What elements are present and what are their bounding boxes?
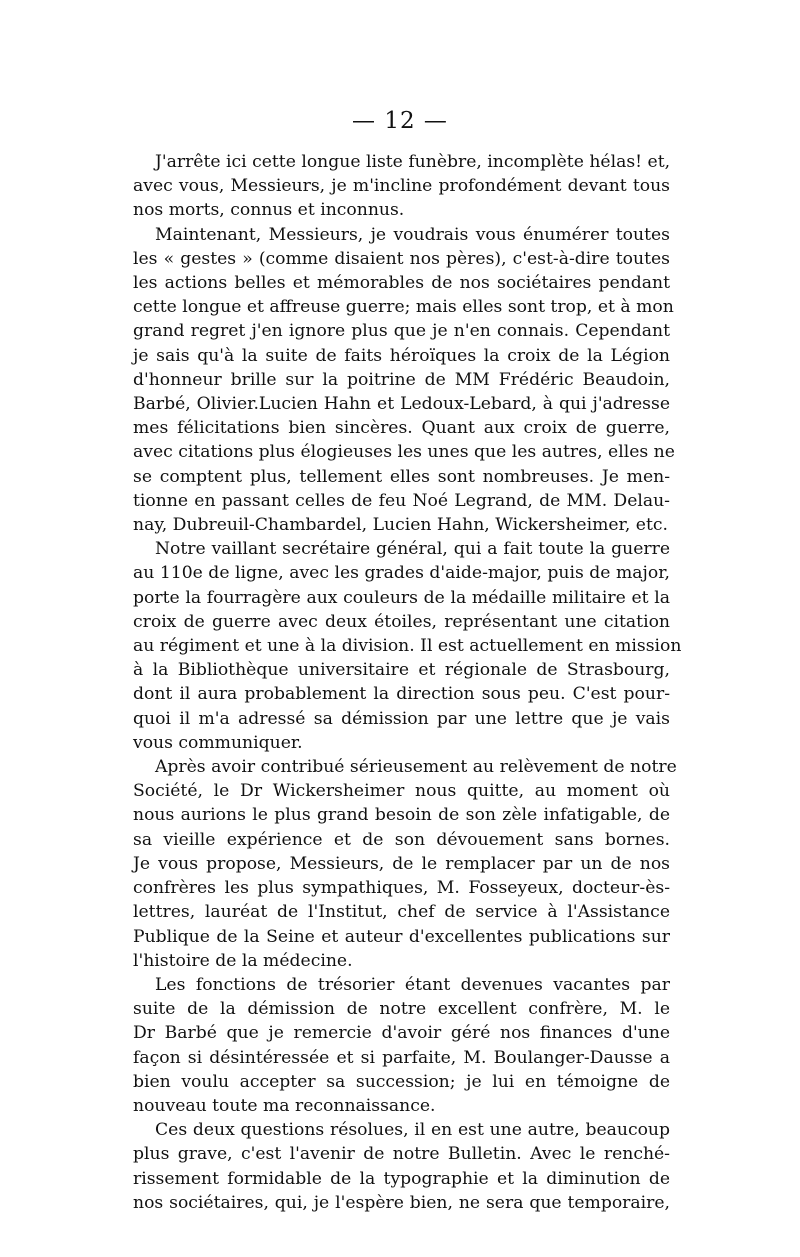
- paragraph: [133, 537, 682, 755]
- text-line: cette longue et affreuse guerre; mais elles sont trop, et à mon: [133, 297, 674, 318]
- text-line: sa vieille expérience et de son dévouement sans bornes.: [133, 829, 670, 850]
- text-line: Maintenant, Messieurs, je voudrais vous énumérer toutes: [155, 224, 670, 245]
- text-line: tionne en passant celles de feu Noé Legrand, de MM. Delau-: [133, 490, 670, 511]
- text-line: nous aurions le plus grand besoin de son zèle infatigable, de: [133, 805, 670, 826]
- text-line: Publique de la Seine et auteur d'excellentes publications sur: [133, 926, 670, 947]
- text-line: Dr Barbé que je remercie d'avoir géré nos finances d'une: [133, 1023, 670, 1044]
- text-line: Barbé, Olivier.Lucien Hahn et Ledoux-Lebard, à qui j'adresse: [133, 394, 670, 415]
- text-line: au 110e de ligne, avec les grades d'aide-major, puis de major,: [133, 563, 670, 584]
- text-line: Ces deux questions résolues, il en est une autre, beaucoup: [155, 1120, 670, 1141]
- text-line: quoi il m'a adressé sa démission par une lettre que je vais: [133, 708, 670, 729]
- text-line: l'histoire de la médecine.: [133, 950, 353, 971]
- text-line: Notre vaillant secrétaire général, qui a fait toute la guerre: [155, 539, 670, 560]
- text-line: d'honneur brille sur la poitrine de MM Frédéric Beaudoin,: [133, 369, 670, 390]
- text-line: nos morts, connus et inconnus.: [133, 200, 405, 221]
- text-line: J'arrête ici cette longue liste funèbre, incomplète hélas! et,: [155, 152, 671, 172]
- paragraph: [133, 1118, 670, 1215]
- text-line: croix de guerre avec deux étoiles, représentant une citation: [133, 611, 670, 632]
- text-line: Après avoir contribué sérieusement au relèvement de notre: [155, 757, 677, 778]
- text-line: avec vous, Messieurs, je m'incline profondément devant tous: [133, 176, 670, 197]
- text-line: les « gestes » (comme disaient nos pères), c'est-à-dire toutes: [133, 248, 670, 269]
- text-line: plus grave, c'est l'avenir de notre Bulletin. Avec le renché-: [133, 1144, 670, 1165]
- text-line: grand regret j'en ignore plus que je n'en connais. Cependant: [133, 321, 670, 342]
- text-line: mes félicitations bien sincères. Quant aux croix de guerre,: [133, 418, 670, 439]
- text-line: se comptent plus, tellement elles sont nombreuses. Je men-: [133, 466, 670, 487]
- text-line: porte la fourragère aux couleurs de la médaille militaire et la: [133, 587, 670, 608]
- text-line: dont il aura probablement la direction sous peu. C'est pour-: [133, 684, 670, 705]
- text-line: façon si désintéressée et si parfaite, M. Boulanger-Dausse a: [133, 1047, 670, 1068]
- text-line: Société, le Dr Wickersheimer nous quitte, au moment où: [133, 781, 670, 802]
- text-line: vous communiquer.: [133, 732, 303, 753]
- text-line: Je vous propose, Messieurs, de le remplacer par un de nos: [133, 853, 670, 874]
- text-line: suite de la démission de notre excellent confrère, M. le: [133, 999, 670, 1020]
- text-line: au régiment et une à la division. Il est actuellement en mission: [133, 636, 682, 657]
- text-line: avec citations plus élogieuses les unes que les autres, elles ne: [133, 442, 675, 463]
- text-line: bien voulu accepter sa succession; je lui en témoigne de: [133, 1071, 670, 1092]
- paragraph: [133, 150, 670, 223]
- text-line: les actions belles et mémorables de nos sociétaires pendant: [133, 273, 670, 294]
- text-line: je sais qu'à la suite de faits héroïques la croix de la Légion: [133, 345, 670, 366]
- text-line: nos sociétaires, qui, je l'espère bien, ne sera que temporaire,: [133, 1192, 670, 1213]
- page-number: — 12 —: [352, 108, 448, 134]
- text-line: à la Bibliothèque universitaire et régionale de Strasbourg,: [133, 660, 670, 681]
- paragraph: [133, 973, 670, 1118]
- paragraph: [133, 755, 677, 973]
- body-text: [133, 150, 682, 1215]
- text-line: lettres, lauréat de l'Institut, chef de service à l'Assistance: [133, 902, 670, 923]
- text-line: rissement formidable de la typographie et la diminution de: [133, 1168, 670, 1189]
- paragraph: [133, 223, 675, 538]
- text-line: nay, Dubreuil-Chambardel, Lucien Hahn, Wickersheimer, etc.: [133, 515, 668, 536]
- text-line: confrères les plus sympathiques, M. Fosseyeux, docteur-ès-: [133, 878, 670, 899]
- text-line: Les fonctions de trésorier étant devenues vacantes par: [155, 974, 670, 995]
- text-line: nouveau toute ma reconnaissance.: [133, 1095, 436, 1116]
